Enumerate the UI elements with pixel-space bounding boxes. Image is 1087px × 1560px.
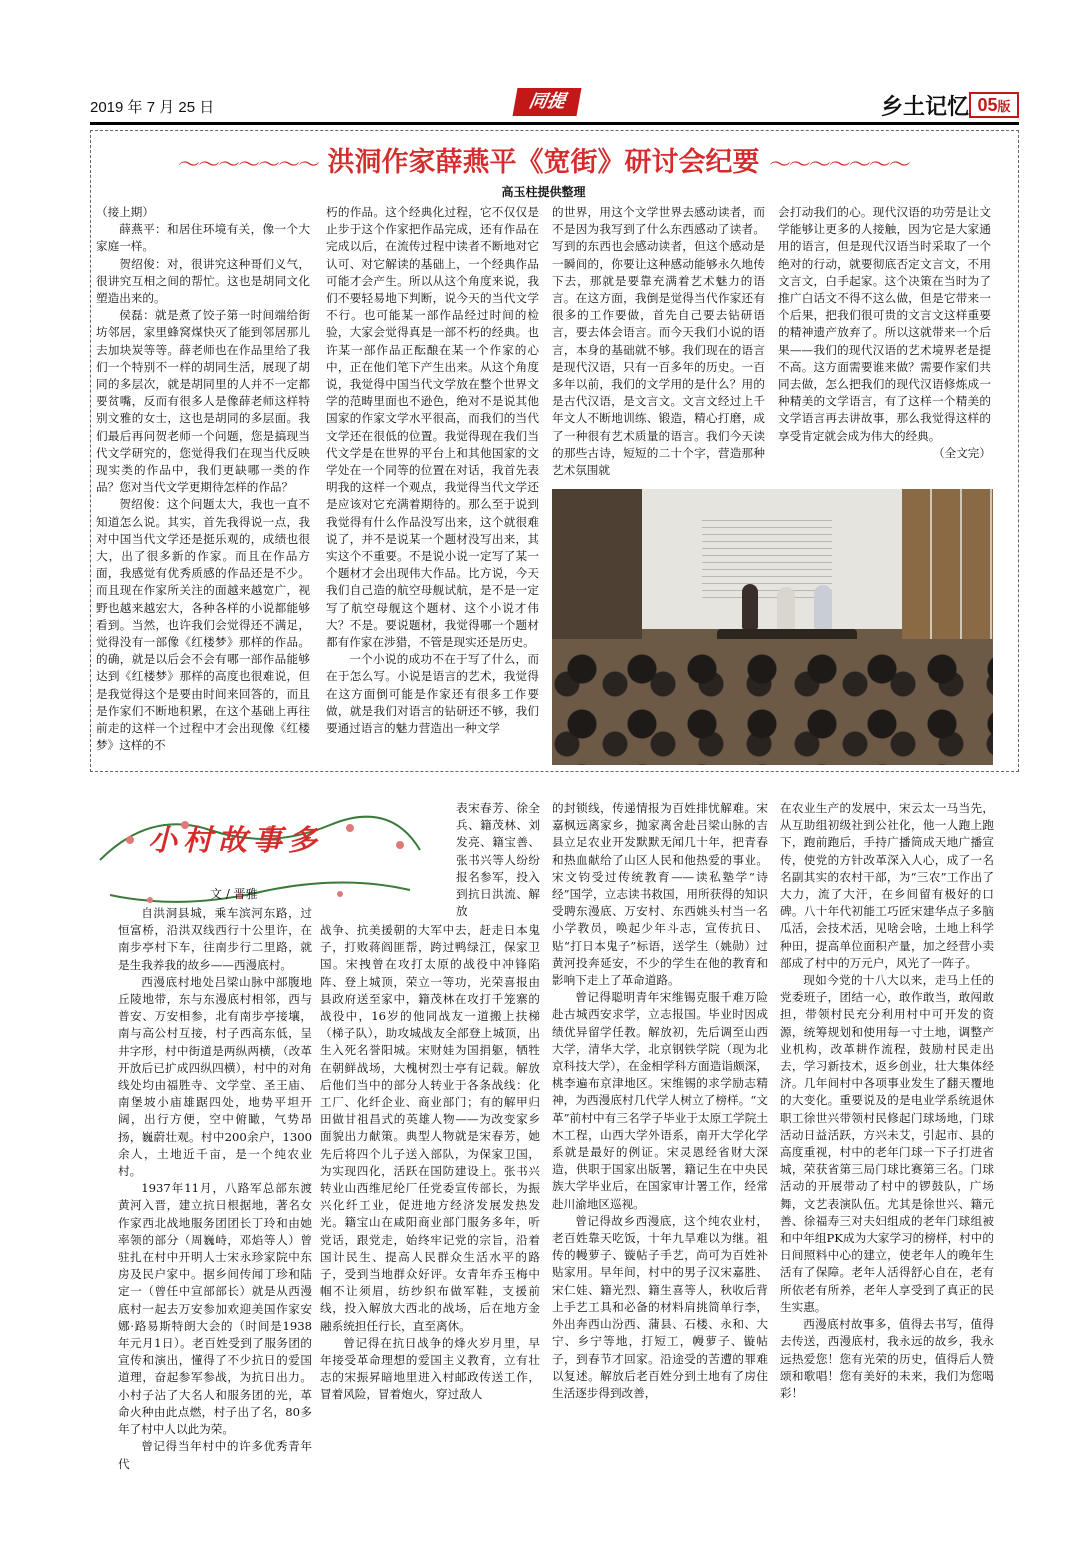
photo-left-shelf [552, 489, 642, 639]
article2-column-2-top [456, 800, 540, 922]
title-ornament-right: ～～～～～～～ [768, 153, 909, 178]
section-title: 乡土记忆 [880, 95, 969, 120]
article1-column-3 [552, 204, 765, 484]
paragraph: 西漫底村故事多，值得去书写，值得去传送，西漫底村，我永远的故乡，我永远热爱您！您有光荣的历史，值得后人赞颂和歌唱！您有美好的未来，我们为您喝彩！ [780, 1317, 994, 1400]
issue-date: 2019 年 7 月 25 日 [90, 99, 215, 116]
page-number: 05 [977, 95, 998, 115]
paragraph: 现如今党的十八大以来，走马上任的党委班子，团结一心，敢作敢当，敢闯敢担，带领村民充分利用村中可开发的资源，统筹规划和使用每一寸土地，调整产业机构，改革耕作流程，鼓励村民走出去，学习新技术，返乡创业，壮大集体经济。几年间村中各项事业发生了翻天覆地的大变化。重要说及的是电业学系统退休职工徐世兴带领村民修起门球场地，门球活动日益活跃，方兴未艾，引起市、县的高度重视，村中的老年门球一下子打进省城，荣获省第三局门球比赛第三名。门球活动的开展带动了村中的锣鼓队，广场舞，文艺表演队伍。尤其是徐世兴、籍元善、徐福寿三对夫妇组成的老年门球组被和中年组PK成为大家学习的榜样，村中的日间照料中心的建立，使老年人的晚年生活有了保障。老年人活得舒心自在，老有所依老有所养，老年人享受到了真正的民生实惠。 [780, 973, 994, 1314]
paragraph: 曾记得在抗日战争的烽火岁月里，早年接受革命理想的爱国主义教育，立有壮志的宋振昇暗地里进入村邮政传送工作，冒着风险，冒着炮火，穿过敌人 [320, 1335, 540, 1402]
photo-audience [552, 639, 993, 765]
seminar-photo [552, 489, 993, 765]
title-ornament-left: ～～～～～～～ [178, 153, 319, 178]
photo-speaker-2 [777, 587, 795, 629]
paragraph: 贺绍俊：这个问题太大，我也一直不知道怎么说。其实，首先我得说一点，我对中国当代文学还是挺乐观的，成绩也很大，出了很多新的作家。而且在作品方面，我感觉有优秀质感的作品还是不少。而且现在作家所关注的面越来越宽广，视野也越来越宏大，各种各样的小说都能够看到。当然，也许我们会觉得还不满足，觉得没有一部像《红楼梦》那样的作品。的确，就是以后会不会有哪一部作品能够达到《红楼梦》那样的高度也很难说，但是我觉得这个是要由时间来回答的，而且是作家们不断地积累，在这个基础上再往前走的这样一个过程中才会出现像《红楼梦》这样的不 [96, 497, 310, 753]
photo-wall-text [702, 514, 832, 604]
article2-column-1 [118, 905, 312, 1471]
paragraph: 会打动我们的心。现代汉语的功劳是让文学能够让更多的人接触，因为它是大家通用的语言，但是现代汉语当时采取了一个绝对的行动，就要彻底否定文言文，不用文言文，白手起家。这个决策在当时为了推广白话文不得不这么做，但是它带来一个后果，把我们很可贵的文言文这样重要的精神遗产放弃了。所以这就带来一个后果——我们的现代汉语的艺术境界老是提不高。这方面需要谁来做？需要作家们共同去做，怎么把我们的现代汉语修炼成一种精美的文学语言，有了这样一个精美的文学语言再去讲故事，那么我觉得这样的享受肯定就会成为伟大的经典。 [778, 205, 991, 443]
paragraph: 朽的作品。这个经典化过程，它不仅仅是止步于这个作家把作品完成，还有作品在完成以后，在流传过程中读者不断地对它认可、对它解读的基础上，一个经典作品可能才会产生。所以从这个角度来说，我们不要轻易地下判断，说今天的当代文学不行。也可能某一部作品经过时间的检验，大家会觉得真是一部不朽的经典。也许某一部作品正酝酿在某一个作家的心中，正在他们笔下产生出来。从这个角度说，我觉得中国当代文学放在整个世界文学的范畴里面也不逊色，绝对不是说其他国家的作家文学水平很高，而我们的当代文学还在很低的位置。我觉得现在我们当代文学是在世界的平台上和其他国家的文学处在一个同等的位置在对话，我首先表明我的这样一个观点，我觉得当代文学还是应该对它充满着期待的。那么至于说到我觉得有什么作品没写出来，这个就很难说了，并不是说某一个题材没写出来，其实这个不重要。不是说小说一定写了某一个题材才会出现伟大作品。比方说，今天我们自己造的航空母舰试航，是不是一定写了航空母舰这个题材、这个小说才伟大？不是。要说题材，我觉得哪一个题材都有作家在涉猎，不管是现实还是历史。 [326, 205, 539, 650]
newspaper-logo: 同提 [513, 88, 582, 116]
paragraph: 曾记得聪明青年宋维锡克服千难万险赴古城西安求学，立志报国。毕业时因成绩优异留学任教。解放初，先后调至山西大学，清华大学，北京钢铁学院（现为北京科技大学），在金相学科方面造诣颇深，桃李遍布京津地区。宋维锡的求学励志精神，为西漫底村几代学人树立了榜样。“文革”前村中有三名学子毕业于太原工学院土木工程，山西大学外语系，南开大学化学系就是最好的例证。宋灵恩经省财大深造，供职于国家出版署，籍记生在中央民族大学毕业后，在国家审计署工作，经常赴川渝地区巡视。 [552, 990, 768, 1211]
paragraph: 的世界，用这个文学世界去感动读者，而不是因为我写到了什么东西感动了读者。写到的东西也会感动读者，但这个感动是一瞬间的，你要让这种感动能够永久地传下去，那就是要靠充满着艺术魅力的语言。在这方面，我倒是觉得当代作家还有很多的工作要做，首先自己要去钻研语言，要去体会语言。而今天我们小说的语言，本身的基础就不够。我们现在的语言是现代汉语，只有一百多年的历史。一百多年以前，我们的文学用的是什么？用的是古代汉语，是文言文。文言文经过上千年文人不断地训练、锻造，精心打磨，成了一种很有艺术质量的语言。我们今天读的那些古诗，短短的二十个字，营造那种艺术氛围就 [552, 205, 765, 478]
paragraph: 表宋春芳、徐全兵、籍茂林、刘发亮、籍宝善、张书兴等人纷纷报名参军，投入到抗日洪流、解放 [456, 801, 540, 919]
paragraph: 贺绍俊：对，很讲究这种哥们义气，很讲究互相之间的帮忙。这也是胡同文化塑造出来的。 [96, 256, 310, 306]
paragraph: 曾记得故乡西漫底，这个纯农业村，老百姓靠天吃饭，十年九旱难以为继。祖传的幔萝子、镟帖子手艺，尚可为百姓补贴家用。早年间，村中的男子汉宋嘉胜、宋仁娃、籍光烈、籍生喜等人，秋收后背上手艺工具和必备的材料肩挑简单行李，外出奔西山汾西、蒲县、石楼、永和、大宁、乡宁等地，打短工，幔萝子、镟帖子，到春节才回家。沿途受的苦遭的罪难以复述。解放后老百姓分到土地有了房住生活逐步得到改善， [552, 1213, 768, 1400]
article2-column-3 [552, 800, 768, 1460]
photo-speaker-1 [742, 584, 758, 629]
paragraph: 1937年11月，八路军总部东渡黄河入晋，建立抗日根据地，著名女作家西北战地服务团团长丁玲和由她率领的部分（周巍峙，邓焰等人）曾驻扎在村中开明人士宋永珍家院中东房及民户家中。据乡间传闻丁珍和陆定一（曾任中宣部部长）就是从西漫底村一起去万安参加欢迎美国作家安娜·路易斯特朗大会的（时间是1938年元月1日）。老百姓受到了服务团的宣传和演出，懂得了不少抗日的爱国道理，奋起参军参战，为抗日出力。小村子沾了大名人和服务团的光，革命火种由此点燃，村子出了名，80多年了村中人以此为荣。 [118, 1181, 312, 1437]
page-suffix: 版 [997, 99, 1011, 114]
article1-column-1 [96, 204, 310, 772]
article2-column-2 [320, 922, 540, 1460]
paragraph: 薛燕平：和居住环境有关，像一个大家庭一样。 [96, 222, 310, 254]
paragraph: 曾记得当年村中的许多优秀青年代 [118, 1439, 312, 1471]
header-rule [90, 122, 1019, 125]
page-number-badge [969, 92, 1019, 118]
end-mark: （全文完） [933, 445, 991, 460]
article1-byline: 高玉柱提供整理 [501, 185, 586, 199]
paragraph: 侯磊：就是煮了饺子第一时间端给街坊邻居，家里蜂窝煤快灭了能到邻居那儿去加块炭等等。薛老师也在作品里给了我们一个特别不一样的胡同生活，展现了胡同的多层次，就是胡同里的人并不一定都要贫嘴，反而有很多人是像薛老师这样特别文雅的女士，这也是胡同的多层面。我们最后再问贺老师一个问题，您是搞现当代文学研究的，您觉得我们在现当代反映现实类的作品中，我们更缺哪一类的作品？您对当代文学更期待怎样的作品？ [96, 308, 310, 495]
paragraph: 自洪洞县城，乘车滨河东路，过恒富桥，沿洪双线西行十公里许，在南步亭村下车，往南步行二里路，就是生我养我的故乡——西漫底村。 [118, 906, 312, 972]
article2-column-4 [780, 800, 994, 1460]
article1-title-row [0, 140, 1087, 179]
article1-title: 洪洞作家薛燕平《宽街》研讨会纪要 [327, 147, 760, 178]
paragraph: （接上期） [96, 205, 154, 219]
paragraph: 在农业生产的发展中，宋云太一马当先，从互助组初级社到公社化，他一人跑上跑下，跑前跑后，手持广播筒成天地广播宣传，使党的方针改革深入人心，成了一名名副其实的农村干部，为“三农”工作出了大力，流了大汗，在乡间留有极好的口碑。八十年代初能工巧匠宋建华点子多脑瓜活，会技术活，见啥会啥，土地上科学种田，提高单位面积产量，加之经营小卖部成了村中的万元户，风光了一阵子。 [780, 801, 994, 970]
article2-author: 文 / 晋雅 [210, 887, 258, 901]
paragraph: 西漫底村地处吕梁山脉中部腹地丘陵地带，东与东漫底村相邻，西与普安、万安相参，北有南步亭接壤，南与高公村互接，村子西高东低，呈井字形，村中街道是两纵两横，（改革开放后已扩成四纵四横），村中的对角线处均由福胜寺、文学堂、圣王庙、南堡坡小庙雄踞四处，地势平坦开阔，出行方便，空中俯瞰，气势昂扬，巍蔚壮观。村中200余户，1300余人，土地近千亩，是一个纯农业村。 [118, 974, 312, 1179]
paragraph: 一个小说的成功不在于写了什么，而在于怎么写。小说是语言的艺术，我觉得在这方面倒可能是作家还有很多工作要做，就是我们对语言的钻研还不够，我们要通过语言的魅力营造出一种文学 [326, 652, 539, 736]
photo-speaker-3 [814, 585, 832, 629]
photo-shelf [902, 489, 993, 649]
article2-title: 小村故事多 [148, 823, 324, 857]
paragraph: 的封锁线，传递情报为百姓排忧解难。宋嘉枫远离家乡，抛家离舍赴吕梁山脉的吉县立足农业开发默默无闻几十年，把青春和热血献给了山区人民和他热爱的事业。宋文钧受过传统教育——读私塾学“诗经”国学，立志读书救国，用所获得的知识受聘东漫底、万安村、东西姚头村当一名小学教员，唤起少年斗志，宣传抗日、贴“打日本鬼子”标语，送学生（姚勋）过黄河投奔延安，不少的学生在他的教育和影响下走上了革命道路。 [552, 801, 768, 988]
article1-column-2 [326, 204, 539, 772]
paragraph: 战争、抗美援朝的大军中去，赶走日本鬼子，打败蒋阎匪帮，跨过鸭绿江，保家卫国。宋拽曾在攻打太原的战役中冲锋陷阵、登上城顶，荣立一等功，光荣喜报由县政府送至家中，籍茂林在攻打千笼寨的战役中，16岁的他同战友一道搬上扶梯（梯子队），助攻城战友全部登上城顶，出生入死名誉阳城。宋财娃为国捐躯，牺牲在朝鲜战场，大槐树烈士亭有记载。解放后他们当中的部分人转业于各条战线：化工厂、化纤企业、商业部门；有的解甲归田做甘祖昌式的英雄人物——为改变家乡面貌出力献策。典型人物就是宋春芳，她先后将四个儿子送入部队，为保家卫国，为实现四化，活跃在国防建设上。张书兴转业山西维尼纶厂任党委宣传部长，为振兴化纤工业，促进地方经济发展发热发光。籍宝山在咸阳商业部门服务多年，听党话，跟党走，始终牢记党的宗旨，沿着国计民生、提高人民群众生活水平的路子，受到当地群众好评。女青年乔玉梅中帼不让须眉，纺纱织布做军鞋，支援前线，投入解放大西北的战场，后在地方金融系统担任行长，直至离休。 [320, 923, 540, 1333]
article1-column-4 [778, 204, 991, 486]
